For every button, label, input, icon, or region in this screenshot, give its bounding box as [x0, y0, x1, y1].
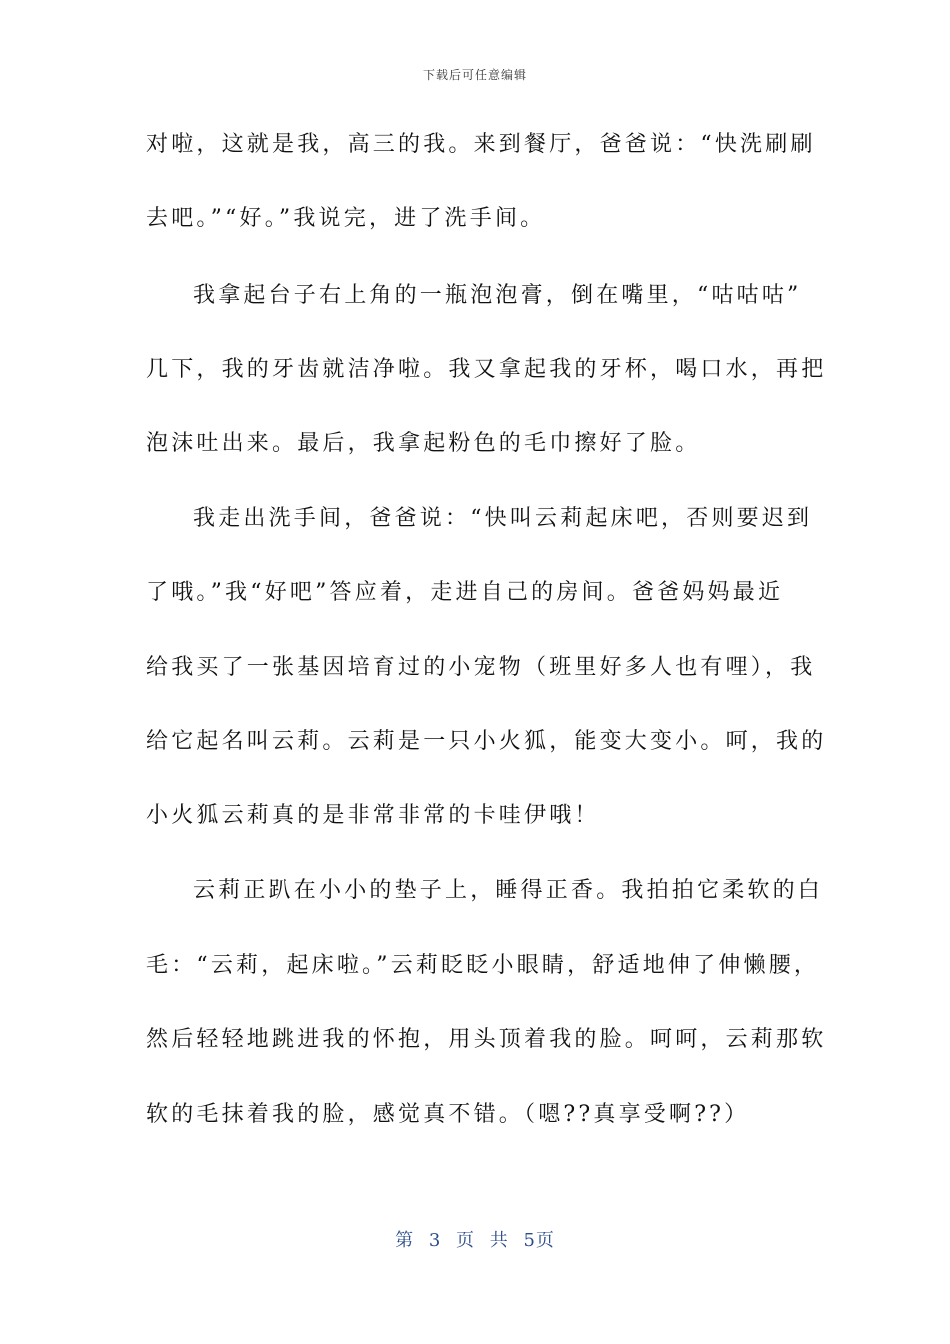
current-page-number: 3 — [428, 1230, 442, 1251]
page-header: 下载后可任意编辑 — [422, 68, 527, 82]
text-line: 对啦，这就是我，高三的我。来到餐厅，爸爸说：“快洗刷刷 — [146, 132, 816, 157]
text-line: 软的毛抹着我的脸，感觉真不错。（嗯??真享受啊??） — [146, 1102, 750, 1127]
paragraph-first-line: 云莉正趴在小小的垫子上，睡得正香。我拍拍它柔软的白 — [193, 878, 824, 903]
paragraph-first-line: 我拿起台子右上角的一瓶泡泡膏，倒在嘴里，“咕咕咕” — [193, 283, 802, 308]
text-line: 给我买了一张基因培育过的小宠物（班里好多人也有哩），我 — [146, 655, 816, 680]
text-line: 毛：“云莉，起床啦。”云莉眨眨小眼睛，舒适地伸了伸懒腰， — [146, 953, 820, 978]
text-line: 小火狐云莉真的是非常非常的卡哇伊哦！ — [146, 803, 600, 828]
text-line: 泡沫吐出来。最后，我拿起粉色的毛巾擦好了脸。 — [146, 431, 701, 456]
text-line: 了哦。”我“好吧”答应着，走进自己的房间。爸爸妈妈最近 — [146, 580, 784, 605]
text-line: 然后轻轻地跳进我的怀抱，用头顶着我的脸。呵呵，云莉那软 — [146, 1027, 827, 1052]
paragraph-first-line: 我走出洗手间，爸爸说：“快叫云莉起床吧，否则要迟到 — [193, 506, 813, 531]
text-line: 去吧。”“好。”我说完，进了洗手间。 — [146, 206, 546, 231]
footer-page-label: 页 — [456, 1230, 475, 1251]
page-footer — [0, 1226, 950, 1252]
footer-prefix: 第 — [395, 1230, 415, 1251]
footer-total-label: 共 — [489, 1230, 509, 1251]
text-line: 给它起名叫云莉。云莉是一只小火狐，能变大变小。呵，我的 — [146, 729, 827, 754]
text-line: 几下，我的牙齿就洁净啦。我又拿起我的牙杯，喝口水，再把 — [146, 357, 827, 382]
total-pages: 5页 — [523, 1230, 555, 1251]
